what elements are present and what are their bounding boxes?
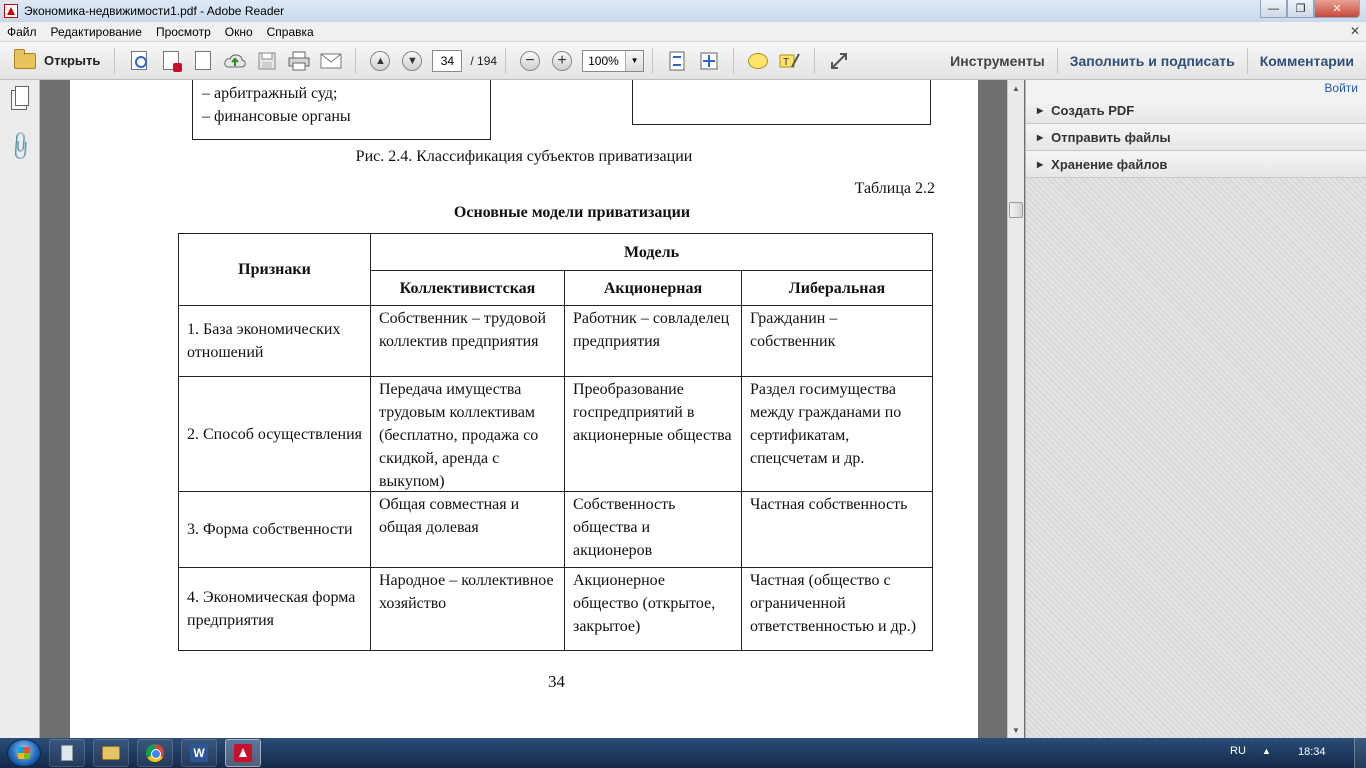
adobe-reader-icon bbox=[4, 4, 18, 18]
window-controls bbox=[1260, 0, 1360, 18]
section-label: Отправить файлы bbox=[1051, 129, 1171, 145]
page-number: 34 bbox=[548, 672, 565, 691]
left-navigation-pane bbox=[0, 80, 40, 738]
cell-text: Народное – коллективное хозяйство bbox=[379, 572, 554, 612]
cell-text: Частная собственность bbox=[750, 496, 908, 513]
figure-caption: Рис. 2.4. Классификация субъектов приватизации bbox=[355, 148, 693, 165]
menu-view[interactable]: Просмотр bbox=[155, 24, 211, 39]
toolbar-separator bbox=[733, 48, 734, 74]
row-feature: 2. Способ осуществления bbox=[179, 377, 371, 492]
section-send-files[interactable] bbox=[1026, 124, 1366, 151]
table-row bbox=[179, 306, 933, 377]
clock[interactable]: 18:34 bbox=[1298, 746, 1326, 758]
cell-joint-stock bbox=[565, 492, 742, 568]
highlight-text-icon[interactable] bbox=[777, 48, 803, 74]
windows-taskbar bbox=[0, 738, 1366, 768]
menu-file[interactable]: Файл bbox=[7, 24, 37, 39]
cell-text: Передача имущества трудовым коллективам (бесплатно, продажа со скидкой, аренда с выкупом) bbox=[379, 381, 539, 490]
close-button[interactable]: ✕ bbox=[1314, 0, 1360, 18]
privatization-models-table bbox=[178, 233, 933, 651]
cell-liberal bbox=[742, 568, 933, 651]
toolbar-separator bbox=[505, 48, 506, 74]
full-width-icon[interactable] bbox=[696, 48, 722, 74]
header-model: Модель bbox=[371, 234, 933, 271]
arrow-down-icon: ▼ bbox=[402, 51, 422, 71]
panel-tabs bbox=[938, 42, 1366, 80]
cell-text: Работник – совладелец предприятия bbox=[573, 310, 730, 350]
header-liberal: Либеральная bbox=[742, 271, 933, 306]
document-close-icon[interactable]: ✕ bbox=[1349, 24, 1360, 38]
cell-collectivist bbox=[371, 377, 565, 492]
save-icon[interactable] bbox=[254, 48, 280, 74]
section-label: Создать PDF bbox=[1051, 102, 1135, 118]
taskbar-notes[interactable] bbox=[49, 739, 85, 767]
expand-arrow-icon: ▶ bbox=[1037, 105, 1044, 115]
cell-collectivist bbox=[371, 568, 565, 651]
header-features: Признаки bbox=[179, 234, 371, 306]
word-icon: W bbox=[190, 744, 208, 762]
header-collectivist: Коллективистская bbox=[371, 271, 565, 306]
scroll-down-arrow-icon[interactable]: ▼ bbox=[1012, 725, 1020, 735]
toolbar-separator bbox=[355, 48, 356, 74]
menu-edit[interactable]: Редактирование bbox=[50, 24, 142, 39]
pdf-page bbox=[70, 80, 978, 738]
tray-expand-icon[interactable]: ▲ bbox=[1262, 746, 1271, 756]
svg-text:T: T bbox=[783, 56, 790, 68]
menu-bar bbox=[0, 22, 1366, 42]
comment-bubble-icon[interactable] bbox=[745, 48, 771, 74]
language-indicator[interactable]: RU bbox=[1230, 745, 1246, 757]
table-row bbox=[179, 377, 933, 492]
table-number: Таблица 2.2 bbox=[854, 180, 935, 197]
arrow-up-icon: ▲ bbox=[370, 51, 390, 71]
row-feature: 3. Форма собственности bbox=[179, 492, 371, 568]
previous-page-button[interactable] bbox=[367, 48, 393, 74]
restore-button[interactable]: ❐ bbox=[1287, 0, 1314, 18]
notes-icon bbox=[61, 745, 73, 761]
row-feature: 1. База экономических отношений bbox=[179, 306, 371, 377]
login-link[interactable]: Войти bbox=[1026, 80, 1366, 97]
edit-document-icon[interactable] bbox=[190, 48, 216, 74]
table-row bbox=[179, 568, 933, 651]
attachments-paperclip-icon[interactable]: 📎 bbox=[3, 130, 37, 164]
taskbar-word[interactable] bbox=[181, 739, 217, 767]
adobe-reader-icon bbox=[234, 744, 252, 762]
start-button[interactable] bbox=[7, 739, 41, 767]
comments-tab[interactable]: Комментарии bbox=[1259, 53, 1354, 69]
show-desktop-button[interactable] bbox=[1354, 738, 1366, 768]
fill-sign-tab[interactable]: Заполнить и подписать bbox=[1069, 53, 1235, 69]
taskbar-adobe-reader[interactable] bbox=[225, 739, 261, 767]
cell-text: Гражданин – собственник bbox=[750, 310, 838, 350]
window-title: Экономика-недвижимости1.pdf - Adobe Reader bbox=[24, 4, 285, 18]
diagram-box-left bbox=[192, 80, 491, 140]
upload-cloud-icon[interactable] bbox=[222, 48, 248, 74]
cell-text: Акционерное общество (открытое, закрытое) bbox=[573, 572, 716, 635]
cell-text: Собственник – трудовой коллектив предприятия bbox=[379, 310, 547, 350]
cell-joint-stock bbox=[565, 568, 742, 651]
title-bar bbox=[0, 0, 1366, 22]
toolbar-separator bbox=[114, 48, 115, 74]
cell-collectivist bbox=[371, 306, 565, 377]
cell-text: Общая совместная и общая долевая bbox=[379, 496, 520, 536]
chrome-icon bbox=[146, 744, 164, 762]
chevron-down-icon[interactable]: ▼ bbox=[625, 51, 643, 71]
open-button-label: Открыть bbox=[44, 53, 101, 68]
create-pdf-icon[interactable] bbox=[126, 48, 152, 74]
expand-arrow-icon: ▶ bbox=[1037, 132, 1044, 142]
taskbar-chrome[interactable] bbox=[137, 739, 173, 767]
section-store-files[interactable] bbox=[1026, 151, 1366, 178]
zoom-select[interactable] bbox=[582, 50, 644, 72]
section-label: Хранение файлов bbox=[1051, 156, 1168, 172]
print-icon[interactable] bbox=[286, 48, 312, 74]
cell-liberal bbox=[742, 492, 933, 568]
menu-help[interactable]: Справка bbox=[266, 24, 314, 39]
zoom-out-button[interactable] bbox=[517, 48, 543, 74]
fit-page-icon[interactable] bbox=[664, 48, 690, 74]
zoom-value: 100% bbox=[588, 53, 619, 68]
cell-liberal bbox=[742, 377, 933, 492]
header-joint-stock: Акционерная bbox=[565, 271, 742, 306]
vertical-scrollbar[interactable] bbox=[1007, 80, 1024, 738]
taskbar-explorer[interactable] bbox=[93, 739, 129, 767]
cell-text: Собственность общества и акционеров bbox=[573, 496, 676, 559]
scroll-up-arrow-icon[interactable]: ▲ bbox=[1012, 83, 1020, 93]
cell-text: Раздел госимущества между гражданами по сертификатам, спецсчетам и др. bbox=[750, 381, 902, 467]
table-title: Основные модели приватизации bbox=[453, 204, 691, 221]
open-button[interactable] bbox=[8, 47, 106, 75]
box-line: – арбитражный суд; bbox=[202, 85, 338, 102]
tools-tab[interactable]: Инструменты bbox=[950, 53, 1045, 69]
cell-joint-stock bbox=[565, 377, 742, 492]
zoom-in-button[interactable] bbox=[549, 48, 575, 74]
main-toolbar bbox=[0, 42, 1366, 80]
cell-joint-stock bbox=[565, 306, 742, 377]
section-create-pdf[interactable] bbox=[1026, 97, 1366, 124]
diagram-box-right bbox=[632, 80, 931, 125]
page-thumbnails-icon[interactable] bbox=[11, 90, 27, 110]
page-total: / 194 bbox=[470, 53, 498, 68]
document-viewport[interactable] bbox=[41, 80, 1007, 738]
expand-icon[interactable] bbox=[826, 48, 852, 74]
scrollbar-thumb[interactable] bbox=[1009, 202, 1023, 218]
folder-icon bbox=[14, 53, 36, 69]
minus-icon: − bbox=[520, 51, 540, 71]
plus-icon: + bbox=[552, 51, 572, 71]
tools-panel bbox=[1025, 80, 1366, 738]
row-feature: 4. Экономическая форма предприятия bbox=[179, 568, 371, 651]
email-icon[interactable] bbox=[318, 48, 344, 74]
folder-icon bbox=[102, 746, 120, 760]
menu-window[interactable]: Окно bbox=[224, 24, 253, 39]
toolbar-separator bbox=[652, 48, 653, 74]
cell-text: Преобразование госпредприятий в акционерные общества bbox=[573, 381, 732, 444]
cell-text: Частная (общество с ограниченной ответственностью и др.) bbox=[750, 572, 917, 635]
cell-collectivist bbox=[371, 492, 565, 568]
toolbar-separator bbox=[814, 48, 815, 74]
table-row bbox=[179, 492, 933, 568]
cell-liberal bbox=[742, 306, 933, 377]
expand-arrow-icon: ▶ bbox=[1037, 159, 1044, 169]
box-line: – финансовые органы bbox=[202, 108, 351, 125]
page-number-input[interactable]: 34 bbox=[432, 50, 462, 72]
export-pdf-icon[interactable] bbox=[158, 48, 184, 74]
minimize-button[interactable]: — bbox=[1260, 0, 1287, 18]
next-page-button[interactable] bbox=[399, 48, 425, 74]
